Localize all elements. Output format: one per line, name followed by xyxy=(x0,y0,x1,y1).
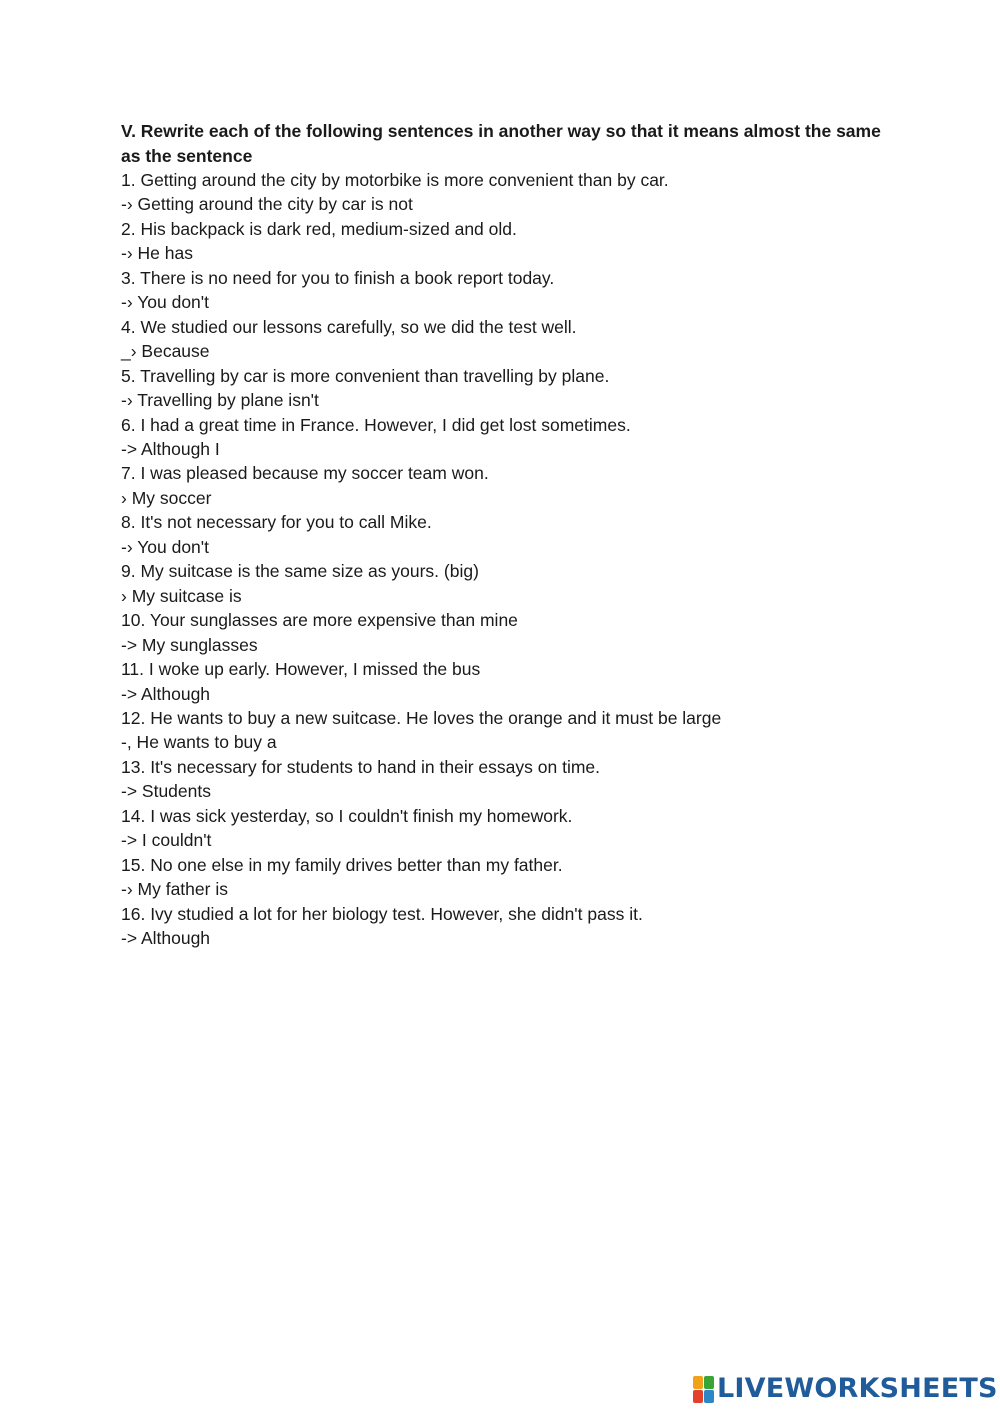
sentence-line: 3. There is no need for you to finish a book report today. xyxy=(121,267,555,288)
section-heading: V. Rewrite each of the following sentences in another way so that it means almost the same as the sentence xyxy=(121,121,881,166)
answer-prompt-line: -> My sunglasses xyxy=(121,634,258,655)
logo-wordmark: LIVEWORKSHEETS xyxy=(717,1373,998,1404)
sentence-line: 1. Getting around the city by motorbike is more convenient than by car. xyxy=(121,170,669,190)
sentence-line: 9. My suitcase is the same size as yours. (big) xyxy=(121,561,479,582)
answer-prompt-line: -› You don't xyxy=(121,292,209,313)
sentence-list xyxy=(121,168,891,951)
answer-prompt-line: -› Travelling by plane isn't xyxy=(121,390,319,411)
answer-prompt-line: -> Although xyxy=(121,928,211,949)
answer-prompt-line: _› Because xyxy=(121,341,210,362)
worksheet-content xyxy=(121,119,891,951)
sentence-line: 15. No one else in my family drives better than my father. xyxy=(121,854,563,875)
sentence-line: 8. It's not necessary for you to call Mike. xyxy=(121,512,432,533)
sentence-line: 5. Travelling by car is more convenient than travelling by plane. xyxy=(121,365,610,386)
sentence-line: 6. I had a great time in France. However, I did get lost sometimes. xyxy=(121,414,631,435)
answer-prompt-line: -, He wants to buy a xyxy=(121,732,277,753)
sentence-line: 10. Your sunglasses are more expensive than mine xyxy=(121,610,518,631)
sentence-line: 2. His backpack is dark red, medium-sized and old. xyxy=(121,218,517,239)
sentence-line: 11. I woke up early. However, I missed the bus xyxy=(121,659,481,680)
answer-prompt-line: -> Although xyxy=(121,683,211,704)
answer-prompt-line: -› You don't xyxy=(121,536,209,557)
answer-prompt-line: -› Getting around the city by car is not xyxy=(121,194,413,215)
answer-prompt-line: › My suitcase is xyxy=(121,585,242,606)
sentence-line: 16. Ivy studied a lot for her biology test. However, she didn't pass it. xyxy=(121,903,643,924)
liveworksheets-logo xyxy=(693,1372,998,1406)
answer-prompt-line: › My soccer xyxy=(121,487,212,508)
answer-prompt-line: -› He has xyxy=(121,243,193,264)
sentence-line: 12. He wants to buy a new suitcase. He loves the orange and it must be large xyxy=(121,707,722,728)
answer-prompt-line: -› My father is xyxy=(121,879,228,900)
sentence-line: 13. It's necessary for students to hand in their essays on time. xyxy=(121,756,601,777)
sentence-line: 4. We studied our lessons carefully, so we did the test well. xyxy=(121,316,577,337)
answer-prompt-line: -> Although I xyxy=(121,438,220,459)
sentence-line: 14. I was sick yesterday, so I couldn't finish my homework. xyxy=(121,805,573,826)
sentence-line: 7. I was pleased because my soccer team won. xyxy=(121,463,489,484)
answer-prompt-line: -> Students xyxy=(121,781,211,802)
logo-badge-icon xyxy=(693,1375,715,1403)
answer-prompt-line: -> I couldn't xyxy=(121,830,212,851)
